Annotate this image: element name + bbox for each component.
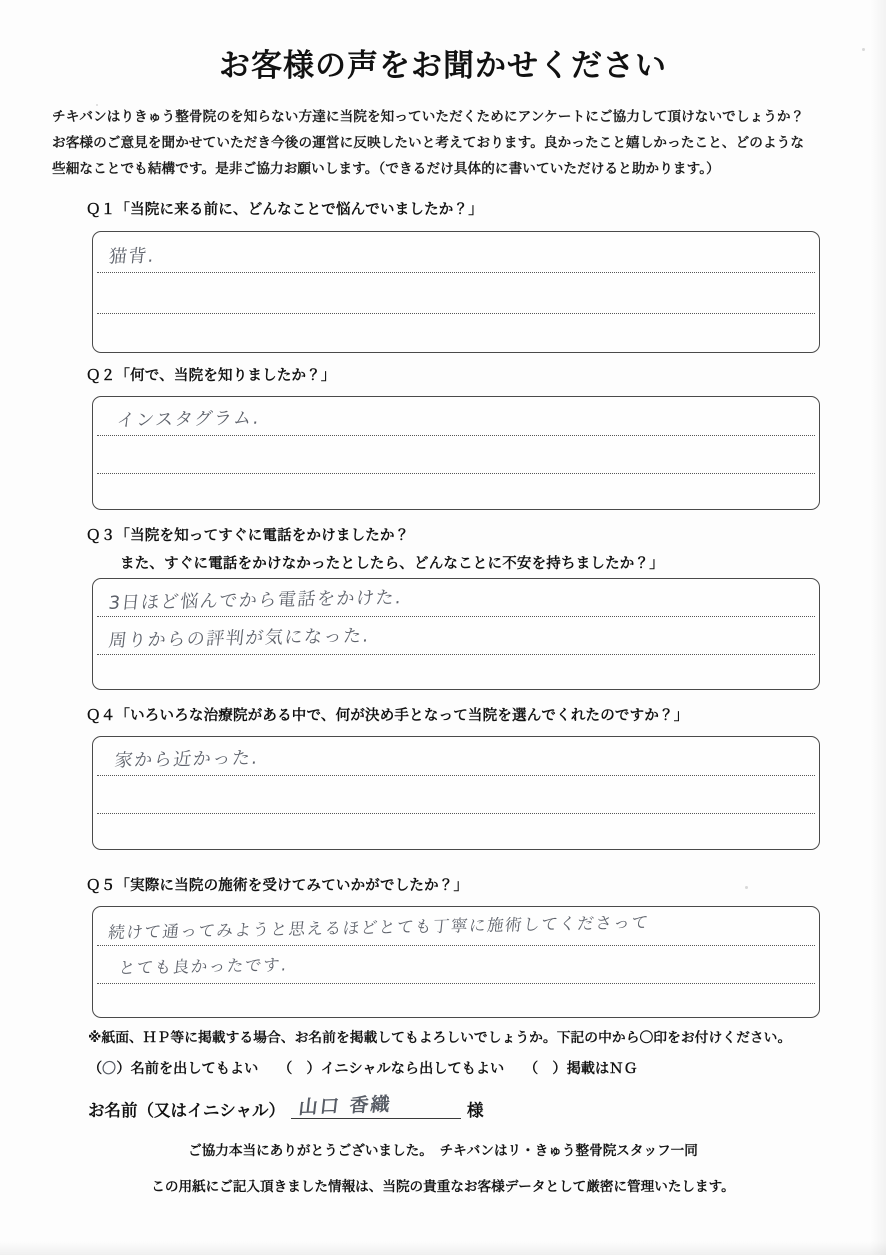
consent-option-3-box: （ ）	[524, 1061, 567, 1077]
question-number-q3: Ｑ３	[86, 528, 116, 544]
scan-edge-shading-right	[870, 0, 886, 1255]
handwritten-answer-q3-line2: 周りからの評判が気になった.	[107, 625, 371, 652]
handwritten-answer-q3-line1: 3日ほど悩んでから電話をかけた.	[107, 587, 404, 614]
name-field-row	[88, 1093, 484, 1121]
footer-thanks-line: ご協力本当にありがとうございました。 チキバンはリ・きゅう整骨院スタッフ一同	[188, 1143, 698, 1159]
guide-rule	[97, 313, 815, 314]
question-subtext-q3: また、すぐに電話をかけなかったとしたら、どんなことに不安を持ちましたか？」	[120, 556, 664, 572]
scan-speck	[745, 886, 748, 889]
guide-rule	[97, 983, 815, 984]
intro-line-1: チキバンはりきゅう整骨院のを知らない方達に当院を知っていただくためにアンケートにご協力して頂けないでしょうか？	[52, 109, 805, 125]
guide-rule	[97, 775, 815, 776]
guide-rule	[97, 272, 815, 273]
question-text-q1: 「当院に来る前に、どんなことで悩んでいましたか？」	[115, 202, 483, 218]
footer-privacy-line: この用紙にご記入頂きました情報は、当院の貴重なお客様データとして厳密に管理いたします。	[151, 1179, 735, 1195]
consent-option-2-box: （ ）	[278, 1061, 321, 1077]
guide-rule	[97, 435, 815, 436]
answer-box-q1[interactable]	[92, 231, 820, 353]
handwritten-answer-q5-line1: 続けて通ってみようと思えるほどとても丁寧に施術してくださって	[107, 912, 651, 943]
guide-rule	[97, 813, 815, 814]
answer-box-q4[interactable]	[92, 736, 820, 850]
page-title: お客様の声をお聞かせください	[219, 48, 667, 84]
intro-paragraph	[52, 104, 852, 182]
question-number-q1: Ｑ１	[86, 202, 116, 218]
guide-rule	[97, 473, 815, 474]
guide-rule	[97, 654, 815, 655]
handwritten-answer-q1-line1: 猫背.	[107, 245, 157, 268]
answer-box-q5[interactable]	[92, 906, 820, 1018]
intro-line-2: お客様のご意見を聞かせていただき今後の運営に反映したいと考えております。良かったこと嬉しかったこと、どのような	[52, 135, 805, 151]
question-number-q4: Ｑ４	[86, 708, 116, 724]
consent-option-1[interactable]	[88, 1061, 258, 1077]
guide-rule	[97, 616, 815, 617]
guide-rule	[97, 945, 815, 946]
answer-box-q3[interactable]	[92, 578, 820, 690]
question-label-q2	[86, 364, 336, 385]
question-label-q4	[86, 704, 688, 725]
consent-options-row	[88, 1058, 638, 1078]
handwritten-answer-q2-line1: インスタグラム.	[115, 407, 262, 432]
consent-option-1-close: ）	[116, 1061, 131, 1077]
question-text-q3: 「当院を知ってすぐに電話をかけましたか？	[115, 528, 410, 544]
question-label-q5	[86, 874, 468, 895]
selected-circle-mark: 〇	[101, 1059, 118, 1079]
question-text-q5: 「実際に当院の施術を受けてみていかがでしたか？」	[115, 878, 469, 894]
scan-edge-shading-bottom	[0, 1241, 886, 1255]
name-input-blank[interactable]	[291, 1093, 461, 1119]
handwritten-name-value: 山口 香織	[297, 1093, 393, 1119]
publication-consent-notice: ※紙面、ＨＰ等に掲載する場合、お名前を掲載してもよろしいでしょうか。下記の中から〇印をお付けください。	[88, 1030, 792, 1046]
name-field-label: お名前（又はイニシャル）	[88, 1101, 286, 1120]
consent-option-2[interactable]	[278, 1061, 504, 1077]
question-number-q5: Ｑ５	[86, 878, 116, 894]
intro-line-3: 些細なことでも結構です。是非ご協力お願いします。（できるだけ具体的に書いていただけると助かります。）	[52, 161, 720, 177]
question-label-q3	[86, 524, 664, 573]
consent-option-1-open: （	[88, 1061, 103, 1077]
question-text-q2: 「何で、当院を知りましたか？」	[115, 368, 336, 384]
answer-box-q2[interactable]	[92, 396, 820, 510]
question-text-q4: 「いろいろな治療院がある中で、何が決め手となって当院を選んでくれたのですか？」	[115, 708, 689, 724]
name-field-suffix: 様	[467, 1101, 484, 1120]
handwritten-answer-q5-line2: とても良かったです.	[117, 955, 289, 978]
consent-option-3[interactable]	[524, 1061, 638, 1077]
handwritten-answer-q4-line1: 家から近かった.	[113, 747, 260, 772]
question-number-q2: Ｑ２	[86, 368, 116, 384]
question-label-q1	[86, 198, 483, 219]
consent-option-3-label: 掲載はＮＧ	[566, 1061, 638, 1077]
consent-option-2-label: イニシャルなら出してもよい	[320, 1061, 505, 1077]
consent-option-1-label: 名前を出してもよい	[130, 1061, 259, 1077]
